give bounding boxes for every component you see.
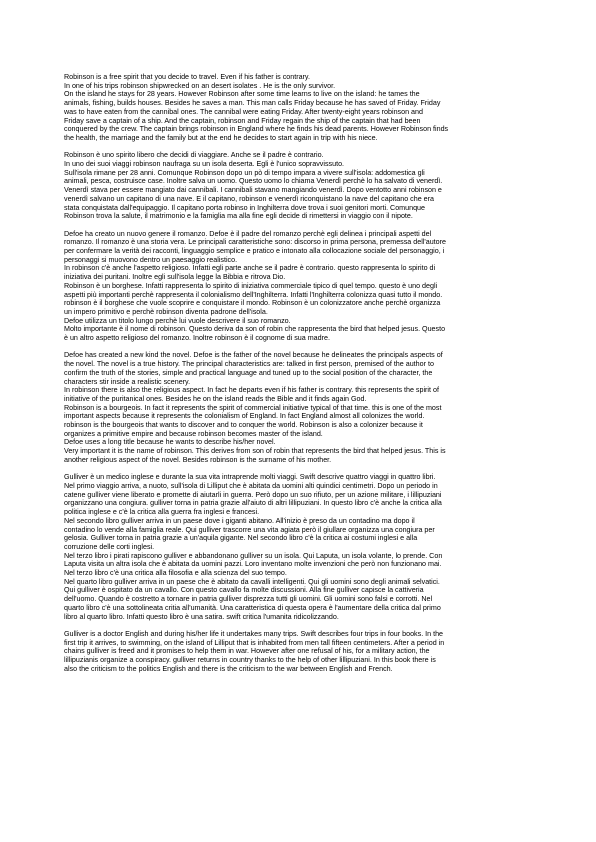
text-line: Nel terzo libro c'è una critica alla filosofia e alla scienza del suo tempo. [64, 569, 287, 578]
text-line: conquered by the crew. The captain brings robinson in England where he finds his dead parents. However Robinson finds [64, 125, 449, 134]
text-line: In robinson there is also the religious aspect. In fact he departs even if his father is contrary. this represents the spirit of [64, 386, 439, 395]
text-line: In robinson c'è anche l'aspetto religioso. Infatti egli parte anche se il padre è contrario. questo rappresenta lo spirito di [64, 264, 436, 273]
text-line: the health, the marriage and the family but at the end he decides to start again in trip with his niece. [64, 133, 378, 142]
paragraph [64, 630, 538, 674]
text-line: chains gulliver is freed and it promises to help them in war. However after one refusal of his, for a military action, the [64, 647, 430, 656]
text-line: important aspects because it represents the colonialism of England. In fact England almost all colonizes the world. [64, 412, 425, 421]
text-line: Gulliver is a doctor English and during his/her life it undertakes many trips. Swift describes four trips in four books. In the [64, 629, 444, 638]
text-line: romanzo. Il romanzo è una storia vera. Le principali caratteristiche sono: discorso in prima persona, premessa dell'autore [64, 238, 446, 247]
text-line: catene gulliver viene liberato e promette di aiutarli in guerra. Però dopo un suo rifiuto, per un azione militare, i lillipuziani [64, 490, 442, 499]
text-line: dell'uomo. Quando è costretto a tornare in patria gulliver disprezza tutti gli uomini. Gli uomini sono falsi e corrotti. Nel [64, 595, 433, 604]
text-line: the novel. The novel is a true history. The principal characteristics are: talked in first person, premised of the author to [64, 360, 434, 369]
text-line: Defoe ha creato un nuovo genere il romanzo. Defoe è il padre del romanzo perchè egli delinea i principali aspetti del [64, 229, 432, 238]
document-body [64, 73, 538, 682]
text-line: Defoe uses a long title because he wants to describe his/her novel. [64, 438, 276, 447]
paragraph [64, 230, 538, 343]
text-line: another religious aspect of the novel. Besides robinson is the surname of his mother. [64, 455, 332, 464]
text-line: organizzano una congiura. gulliver torna in patria grazie all'aiuto di altri lillipuziani. In questo libro c'è anche la critica alla [64, 499, 442, 508]
text-line: gelosia. Gulliver torna in patria grazie a un'aquila gigante. Nel secondo libro c'è la critica ai costumi inglesi e alla [64, 534, 418, 543]
text-line: characters stir inside a realistic scenery. [64, 377, 191, 386]
text-line: libro al quarto libro. Infatti questo libro è una satira. swift critica l'umanita ridicolizzando. [64, 612, 339, 621]
text-line: stata conquistata dall'equipaggio. Il capitano porta robinso in Inghilterra dove trova i suoi genitori morti. Comunque [64, 203, 425, 212]
text-line: On the island he stays for 28 years. However Robinson after some time learns to live on the island: he tames the [64, 90, 420, 99]
text-line: confirm the truth of the stories, simple and practical language and tuned up to the social position of the character, the [64, 368, 433, 377]
paragraph [64, 151, 538, 221]
text-line: per confermare la verità dei racconti, linguaggio semplice e pratico e intonato alla collocazione sociale del personaggio, i [64, 247, 445, 256]
text-line: Robinson è un borghese. Infatti rappresenta lo spirito di iniziativa commerciale tipico di quel tempo. questo è uno degli [64, 281, 438, 290]
text-line: Nel primo viaggio arriva, a nuoto, sull'isola di Lilliput che è abitata da uomini alti quindici centimetri. Dopo un periodo in [64, 481, 438, 490]
text-line: animals, fishing, builds houses. Besides he saves a man. This man calls Friday because he has saved of Friday. Friday [64, 99, 441, 108]
text-line: un impero primitivo e perchè robinson diventa padrone dell'isola. [64, 307, 268, 316]
text-line: In uno dei suoi viaggi robinson naufraga su un isola deserta. Egli è l'unico sopravvissuto. [64, 160, 345, 169]
text-line: Laputa visita un altra isola che è abitata da uomini pazzi. Loro inventano molte invenzioni che però non funzionano mai. [64, 560, 442, 569]
text-line: personaggi si muovono dentro un paesaggio realistico. [64, 255, 238, 264]
text-line: Gulliver è un medico inglese e durante la sua vita intraprende molti viaggi. Swift descrive quattro viaggi in quattro libri. [64, 473, 436, 482]
text-line: Sull'isola rimane per 28 anni. Comunque Robinson dopo un pò di tempo impara a vivere sull'isola: addomestica gli [64, 168, 425, 177]
text-line: Friday save a captain of a ship. And the captain, robinson and Friday regain the ship of the captain that had been [64, 116, 421, 125]
text-line: In one of his trips robinson shipwrecked on an desert isolates . He is the only survivor. [64, 81, 336, 90]
text-line: venerdì salvano un capitano di una nave. E il capitano, robinson e venerdì riconquistano la nave del capitano che era [64, 194, 434, 203]
text-line: politica inglese e c'è la critica alla guerra fra inglesi e francesi. [64, 508, 260, 517]
text-line: first trip it arrives, to swimming, on the island of Lilliput that is inhabited from men tall fifteen centimeters. After a period in [64, 638, 445, 647]
text-line: Robinson is a bourgeois. In fact it represents the spirit of commercial initiative typical of that time. this is one of the most [64, 403, 442, 412]
text-line: quarto libro c'è una sottolineata critia all'umanità. Una caratteristica di questa opera è l'aumentare della critica dal primo [64, 603, 441, 612]
text-line: Very important it is the name of robinson. This derives from son of robin that represents the bird that helped jesus. This is [64, 447, 446, 456]
text-line: lillipuzianis organize a conspiracy. gulliver returns in country thanks to the help of other lillipuziani. In this book there is [64, 656, 436, 665]
text-line: Robinson is a free spirit that you decide to travel. Even if his father is contrary. [64, 73, 310, 81]
text-line: Defoe has created a new kind the novel. Defoe is the father of the novel because he delineates the principals aspects of [64, 351, 443, 360]
text-line: robinson is the bourgeois that wants to discover and to conquer the world. Robinson is also a colonizer because it [64, 421, 423, 430]
text-line: iniziativa dei puritani. Inoltre egli sull'isola legge la Bibbia e ritrova Dio. [64, 273, 286, 282]
text-line: Venerdì stava per essere mangiato dai cannibali. I cannibali stavano mangiando venerdì. Dopo ventotto anni robinson e [64, 186, 442, 195]
text-line: Qui gulliver è ospitato da un cavallo. Con questo cavallo fa molte discussioni. Alla fine gulliver capisce la cattiveria [64, 586, 424, 595]
text-line: also the criticism to the politics English and there is the criticism to the war between English and French. [64, 664, 393, 673]
text-line: initiative of the puritanical ones. Besides he on the island reads the Bible and it finds again God. [64, 394, 367, 403]
text-line: Nel secondo libro gulliver arriva in un paese dove i giganti abitano. All'inizio è preso da un contadino ma dopo il [64, 516, 415, 525]
text-line: Nel terzo libro i pirati rapiscono gulliver e abbandonano gulliver su un isola. Qui Laputa, un isola volante, lo prende. Con [64, 551, 443, 560]
text-line: corruzione delle corti inglesi. [64, 542, 155, 551]
text-line: contadino lo vende alla famiglia reale. Qui gulliver trascorre una vita agiata però il giullare organizza una congiura per [64, 525, 435, 534]
text-line: robinson è il borghese che vuole scoprire e conquistare il mondo. Robinson è un colonizzatore anche perchè organizza [64, 299, 441, 308]
paragraph [64, 473, 538, 621]
text-line: Nel quarto libro gulliver arriva in un paese che è abitato da cavalli intelligenti. Qui gli uomini sono degli animali selvatici. [64, 577, 440, 586]
text-line: organizes a primitive empire and because robinson becomes master of the island. [64, 429, 323, 438]
paragraph [64, 73, 538, 143]
text-line: Robinson è uno spirito libero che decidi di viaggiare. Anche se il padre è contrario. [64, 151, 324, 160]
text-line: Robinson trova la salute, il matrimonio e la famiglia ma alla fine egli decide di rimettersi in viaggio con il nipote. [64, 212, 413, 221]
text-line: è un altro aspetto religioso del romanzo. Inoltre robinson è il cognome di sua madre. [64, 334, 330, 343]
text-line: was to have eaten from the cannibal ones. The cannibal were eating Friday. After twenty-eight years robinson and [64, 107, 423, 116]
text-line: aspetti più importanti perchè rappresenta il colonialismo dell'Inghilterra. Infatti l'Inghilterra colonizza quasi tutto il mondo. [64, 290, 443, 299]
text-line: Molto importante è il nome di robinson. Questo deriva da son of robin che rappresenta the bird that helped jesus. Questo [64, 325, 446, 334]
text-line: animali, pesca, costruisce case. Inoltre salva un uomo. Questo uomo lo chiama Venerdì perchè lo ha salvato di venerdì. [64, 177, 443, 186]
paragraph [64, 351, 538, 464]
text-line: Defoe utilizza un titolo lungo perchè lui vuole descrivere il suo romanzo. [64, 316, 291, 325]
